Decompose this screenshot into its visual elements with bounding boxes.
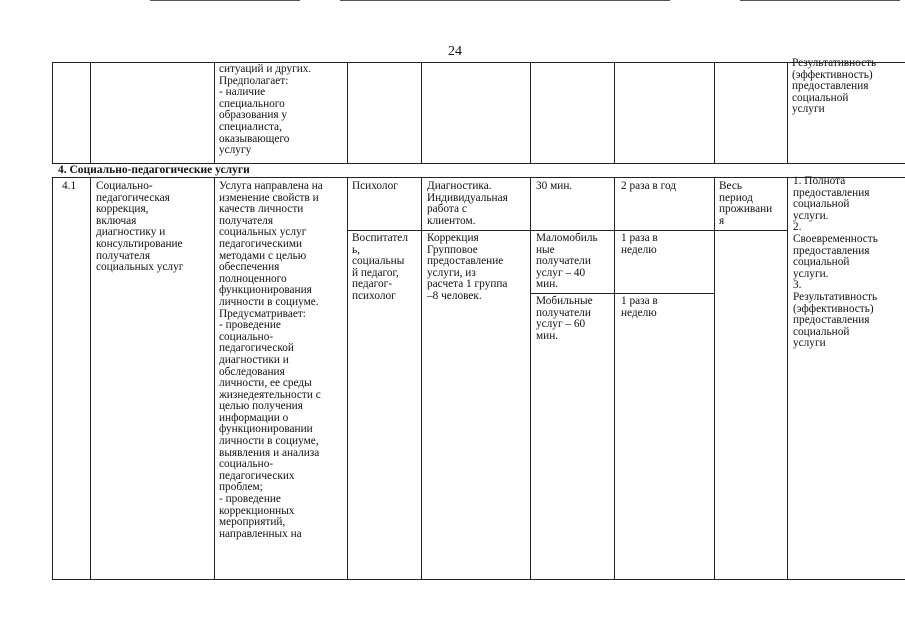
table-rule bbox=[530, 293, 714, 294]
page-number: 24 bbox=[448, 44, 462, 59]
form-correction: Коррекция Групповое предоставление услуги, из расчета 1 группа –8 человек. bbox=[427, 232, 508, 302]
continuation-description: ситуаций и других. Предполагает: - наличие специального образования у специалиста, оказывающего услугу bbox=[219, 63, 312, 157]
table-rule bbox=[787, 62, 788, 164]
table-rule bbox=[530, 62, 531, 164]
table-rule bbox=[347, 177, 348, 580]
table-rule bbox=[714, 62, 715, 164]
frequency-low-mobility: 1 раза в неделю bbox=[621, 232, 658, 256]
table-rule bbox=[421, 177, 422, 580]
scan-edge-line bbox=[150, 0, 300, 1]
table-rule bbox=[614, 177, 615, 580]
specialist-educators: Воспитател ь, социальны й педагог, педагог- психолог bbox=[352, 232, 408, 302]
table-rule bbox=[52, 62, 53, 164]
row-number: 4.1 bbox=[62, 180, 77, 192]
service-period: Весь период проживани я bbox=[719, 180, 773, 227]
scan-edge-line bbox=[340, 0, 670, 1]
continuation-results: Результативность (эффективность) предоставления социальной услуги bbox=[792, 57, 877, 116]
scan-edge-line bbox=[740, 0, 900, 1]
table-rule bbox=[714, 177, 715, 580]
table-rule bbox=[787, 177, 788, 580]
table-rule bbox=[52, 177, 905, 178]
section-title: 4. Социально-педагогические услуги bbox=[58, 164, 250, 176]
table-rule bbox=[52, 62, 905, 63]
specialist-psychologist: Психолог bbox=[352, 180, 398, 192]
frequency-diagnostics: 2 раза в год bbox=[621, 180, 677, 192]
table-rule bbox=[347, 62, 348, 164]
frequency-mobile: 1 раза в неделю bbox=[621, 295, 658, 319]
table-rule bbox=[90, 177, 91, 580]
service-name: Социально- педагогическая коррекция, включая диагностику и консультирование получателя социальных услуг bbox=[96, 180, 184, 274]
table-rule bbox=[52, 177, 53, 580]
table-rule bbox=[214, 177, 215, 580]
table-rule bbox=[52, 579, 905, 580]
table-rule bbox=[347, 230, 787, 231]
table-rule bbox=[530, 177, 531, 580]
duration-mobile: Мобильные получатели услуг – 60 мин. bbox=[536, 295, 593, 342]
duration-low-mobility: Маломобиль ные получатели услуг – 40 мин. bbox=[536, 232, 598, 291]
table-rule bbox=[214, 62, 215, 164]
service-description: Услуга направлена на изменение свойств и качеств личности получателя социальных услуг педагогическими методами с целью обеспечения полноценного функционирования личности в социуме. Предусматривает: - проведение социально- педагогической диагностики и обследования личности, ее среды жизнедеятельности с целью получения информации о функционировании личности в социуме, выявления и анализа социально- педагогических проблем; - проведение коррекционных мероприятий, направленных на bbox=[219, 180, 323, 540]
duration-diagnostics: 30 мин. bbox=[536, 180, 573, 192]
table-rule bbox=[421, 62, 422, 164]
form-diagnostics: Диагностика. Индивидуальная работа с клиентом. bbox=[427, 180, 508, 227]
table-rule bbox=[614, 62, 615, 164]
table-rule bbox=[90, 62, 91, 164]
quality-criteria: 1. Полнота предоставления социальной услуги. 2. Своевременность предоставления социальной услуги. 3. Результативность (эффективность) предоставления социальной услуги bbox=[793, 175, 878, 350]
